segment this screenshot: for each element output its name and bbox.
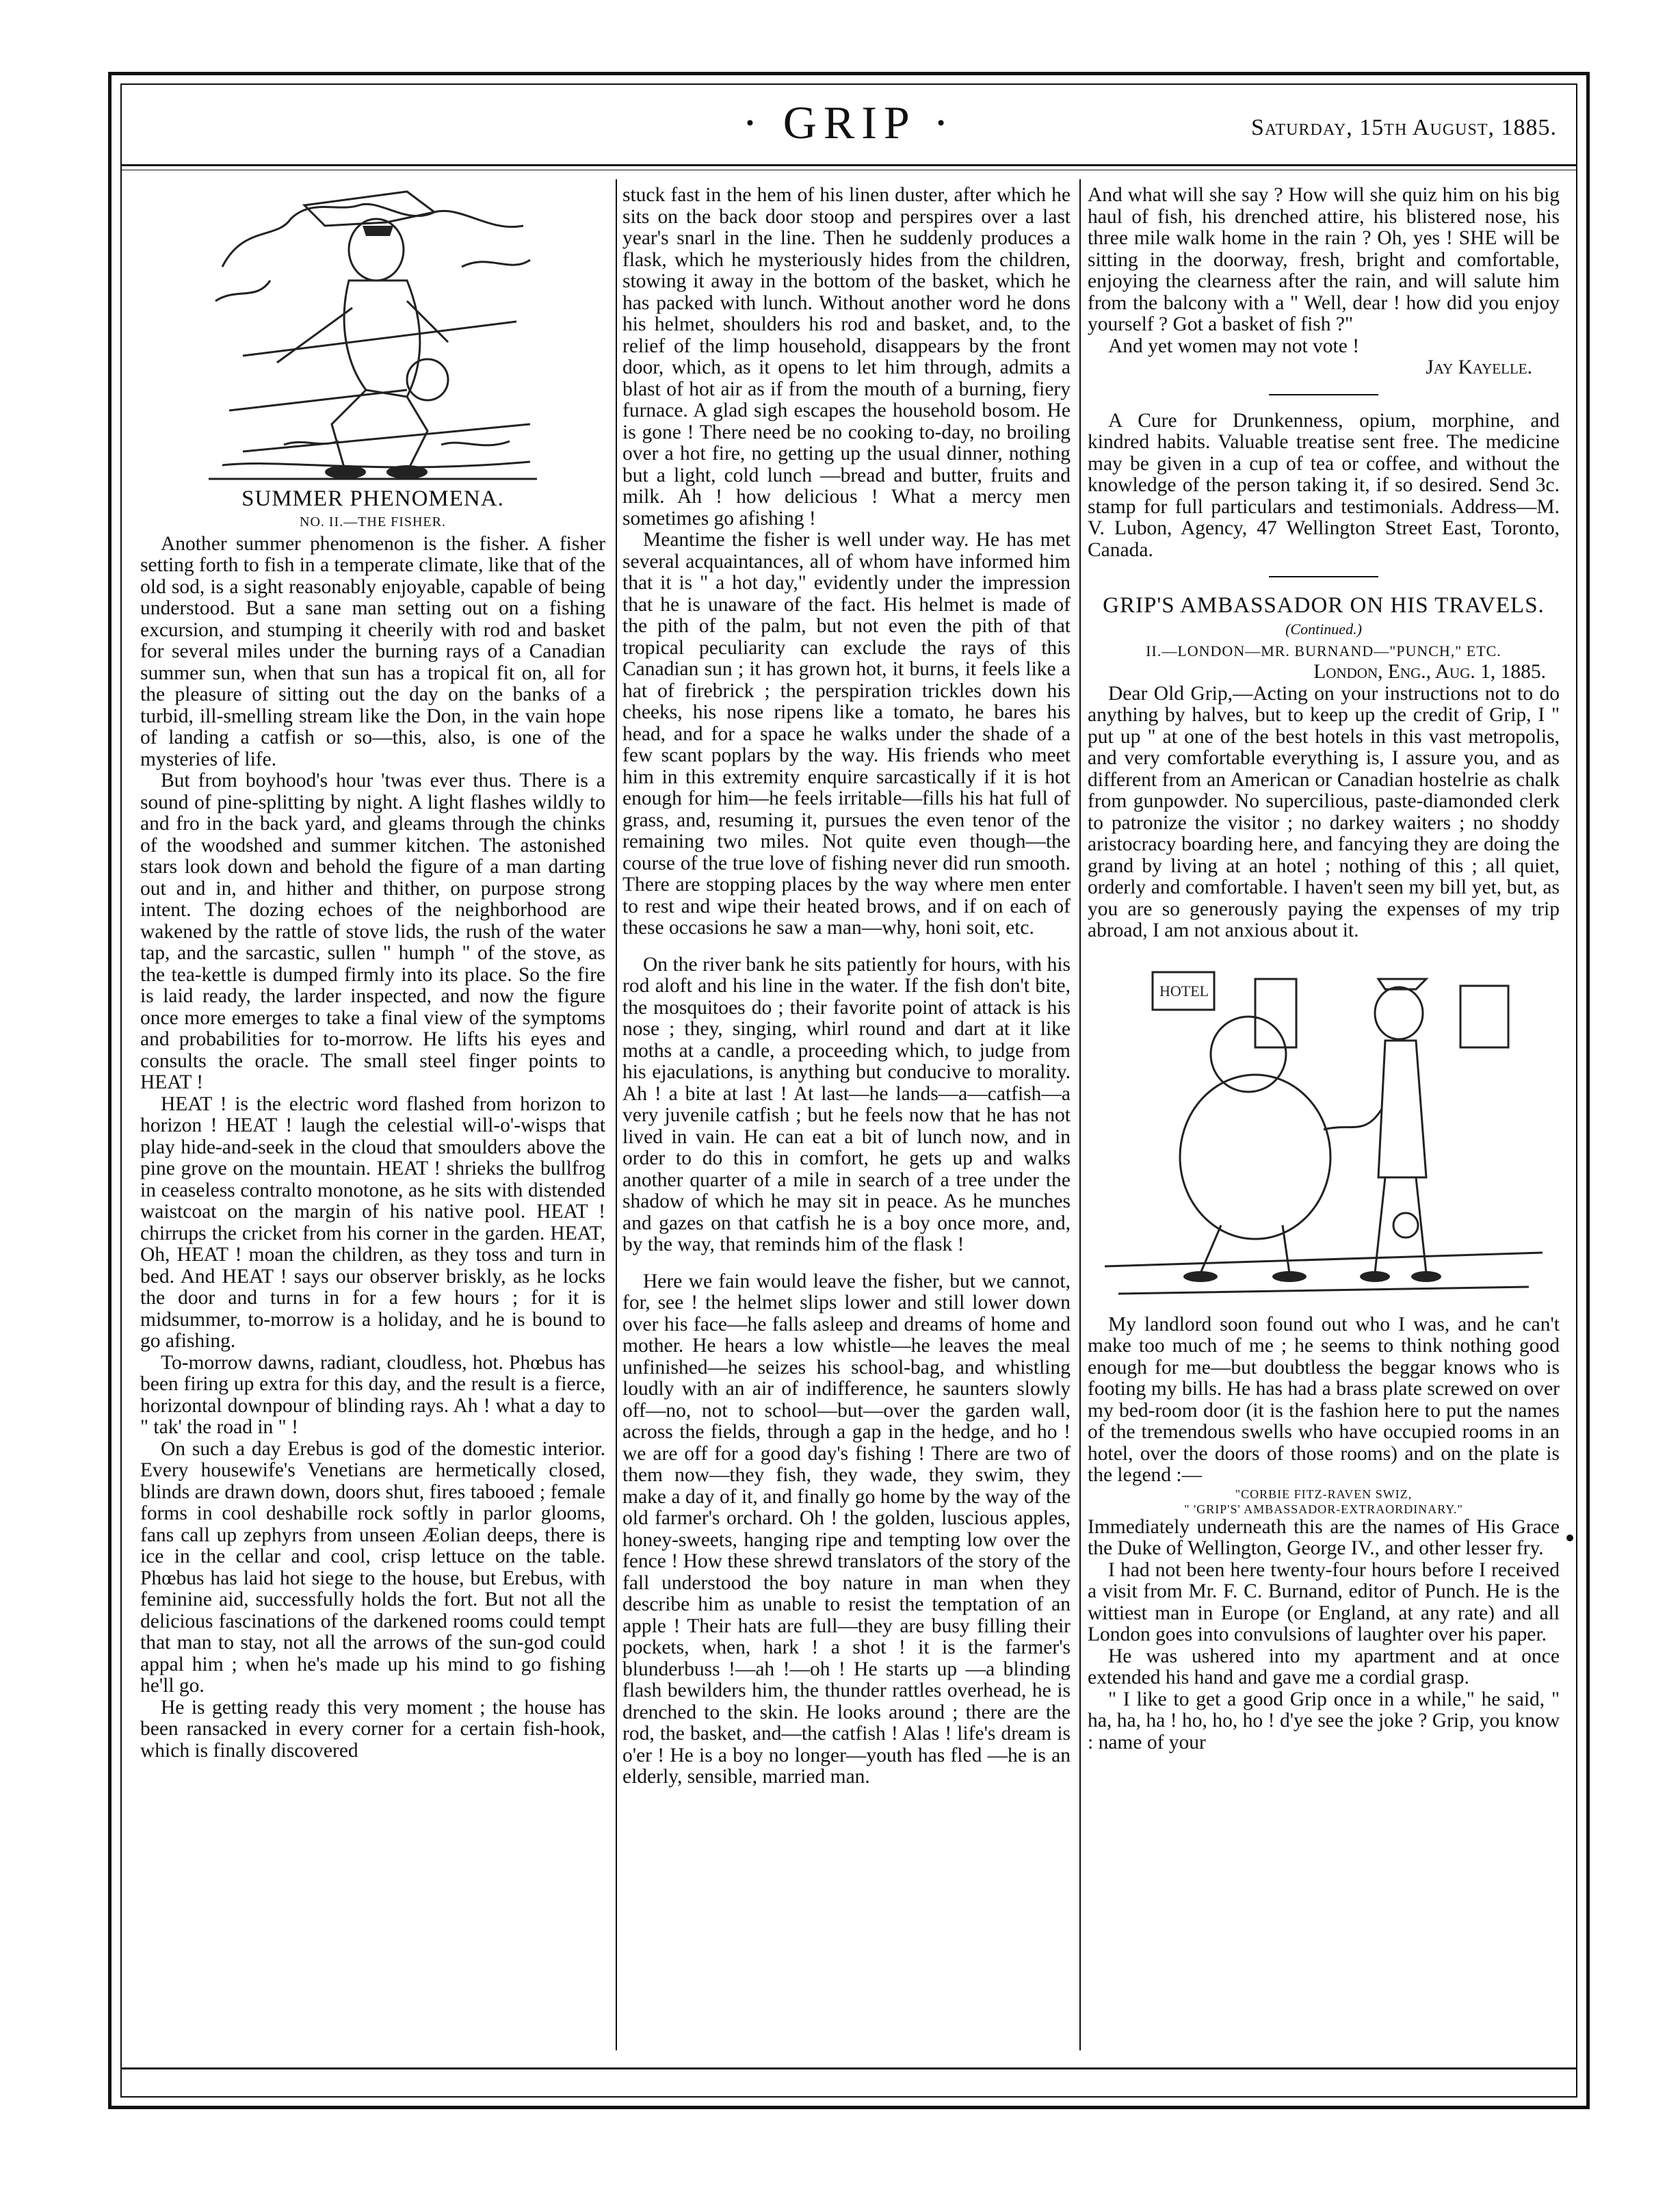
masthead (120, 96, 1577, 164)
paragraph: On the river bank he sits patiently for hours, with his rod aloft and his line in the water. If the fish don't bite, the mosquitoes do ; their favorite point of attack is his nose ; they, singing, whirl round and dart at it like moths at a candle, a proceeding which, to judge from his ejaculations, is anything but conducive to morality. Ah ! a bite at last ! At last—he lands—a—catfish—a very juvenile catfish ; but he feels now that he has not lived in vain. He can eat a bit of lunch now, and in order to do this in comfort, he gets up and walks another quarter of a mile in search of a tree under the shadow of which he may sit in peace. As he munches and gazes on that catfish he is a boy once more, and, by the way, that reminds him of the flask ! (622, 953, 1071, 1255)
dateline: London, Eng., Aug. 1, 1885. (1313, 661, 1546, 683)
advertisement: A Cure for Drunkenness, opium, morphine, and kindred habits. Valuable treatise sent free. The medicine may be given in a cup of tea or coffee, and without the knowledge of the person taking it, if so desired. Send 3c. stamp for full particulars and testimonials. Address—M. V. Lubon, Agency, 47 Wellington Street East, Toronto, Canada. (1088, 409, 1560, 561)
section-divider (1269, 394, 1378, 395)
paragraph: Another summer phenomenon is the fisher. A fisher setting forth to fish in a temperate climate, like that of the old sod, is a sight reasonably enjoyable, capable of being understood. But a sane man setting out on a fishing excursion, and stumping it cheerily with rod and basket for several miles under the burning rays of a Canadian summer sun, when that sun has a tropical fit on, all for the pleasure of sitting out the day on the banks of a turbid, ill-smelling stream like the Don, in the vain hope of landing a catfish or so—this, also, is one of the mysteries of life. (140, 532, 605, 770)
paragraph: And yet women may not vote ! (1108, 335, 1360, 357)
issue-date: Saturday, 15th August, 1885. (1250, 115, 1557, 140)
footer-rule (120, 2067, 1577, 2069)
paragraph: Dear Old Grip,—Acting on your instructions not to do anything by halves, but to keep up the credit of Grip, I " put up " at one of the best hotels in this vast metropolis, and very comfortable everything is, I assure you, and as different from an American or Canadian hostelrie as chalk from gunpowder. No supercilious, paste-diamonded clerk to patronize the visitor ; no darkey waiters ; no shoddy aristocracy boarding here, and fancying they are doing the grand by living at an hotel ; nothing of this ; all quiet, orderly and comfortable. I haven't seen my bill yet, but, as you are so generously paying the expenses of my trip abroad, I am not anxious about it. (1088, 682, 1560, 941)
paragraph: " I like to get a good Grip once in a while," he said, " ha, ha, ha ! ho, ho, ho ! d'ye see the joke ? Grip, you know : name of your (1088, 1688, 1560, 1753)
paragraph: Here we fain would leave the fisher, but we cannot, for, see ! the helmet slips lower and still lower down over his face—he falls asleep and dreams of home and mother. He hears a low whistle—he leaves the meal unfinished—he seizes his school-bag, and whistling loudly with an air of indifference, he saunters slowly off—no, not to school—but—over the garden wall, across the fields, through a gap in the hedge, and ho ! we are off for a good day's fishing ! There are two of them now—they fish, they wade, they swim, they make a day of it, and finally go home by the way of the old farmer's orchard. Oh ! the golden, luscious apples, honey-sweets, hanging ripe and tempting low over the fence ! How these shrewd translators of the story of the fall understood the boy nature in man when they describe him as unable to resist the temptation of an apple ! Their hats are full—they are busy filling their pockets, when, hark ! a shot ! it is the farmer's blunderbuss !—ah !—oh ! He starts up —a blinding flash bewilders him, the thunder rattles overhead, he is drenched to the skin. He looks around ; there are the rod, the basket, and—the catfish ! Alas ! life's dream is o'er ! He is a boy no longer—youth has fled —he is an elderly, sensible, married man. (622, 1270, 1071, 1788)
article-subheading: II.—LONDON—MR. BURNAND—"PUNCH," ETC. (1146, 642, 1501, 659)
margin-dot (1566, 1535, 1573, 1541)
fisher-illustration-icon (202, 185, 544, 486)
article-heading: SUMMER PHENOMENA. (241, 486, 504, 511)
column-divider (616, 179, 617, 2050)
paragraph: Immediately underneath this are the names of His Grace the Duke of Wellington, George IV., and other lesser fry. (1088, 1515, 1560, 1559)
column-3 (1088, 185, 1560, 2063)
continued-note: (Continued.) (1285, 621, 1362, 638)
plate-legend-line: "CORBIE FITZ-RAVEN SWIZ, (1235, 1487, 1413, 1501)
paragraph: HEAT ! is the electric word flashed from horizon to horizon ! HEAT ! laugh the celestial will-o'-wisps that play hide-and-seek in the cloud that smoulders above the pine grove on the mountain. HEAT ! shrieks the bullfrog in ceaseless contralto monotone, as he sits with distended waistcoat on the margin of his native pool. HEAT ! chirrups the cricket from his corner in the garden. HEAT, Oh, HEAT ! moan the children, as they toss and turn in bed. And HEAT ! says our observer briskly, as he locks the door and turns in for a few hours ; for it is midsummer, to-morrow is a holiday, and he is bound to go afishing. (140, 1093, 605, 1352)
paragraph: On such a day Erebus is god of the domestic interior. Every housewife's Venetians are hermetically closed, blinds are drawn down, doors shut, fires tabooed ; female forms in cool deshabille rock softly in parlor glooms, fans call up zephyrs from unseen Æolian deeps, there is ice in the cellar and cool, crisp lettuce on the table. Phœbus has laid hot siege to the house, but Erebus, with feminine aid, successfully holds the fort. But not all the delicious fascinations of the darkened rooms could tempt that man to stay, not all the arrows of the sun-god could appal him ; when he's made up his mind to go fishing he'll go. (140, 1437, 605, 1697)
paragraph: He was ushered into my apartment and at once extended his hand and gave me a cordial grasp. (1088, 1645, 1560, 1688)
paragraph: I had not been here twenty-four hours before I received a visit from Mr. F. C. Burnand, editor of Punch. He is the wittiest man in Europe (or England, at any rate) and all London goes into convulsions of laughter over his paper. (1088, 1558, 1560, 1645)
section-divider (1269, 576, 1378, 577)
article-heading: GRIP'S AMBASSADOR ON HIS TRAVELS. (1103, 593, 1545, 618)
hotel-sign-text: HOTEL (1159, 982, 1209, 1000)
paragraph: To-morrow dawns, radiant, cloudless, hot. Phœbus has been firing up extra for this day, and the result is a fierce, horizontal downpour of blinding rays. Ah ! what a day to " tak' the road in " ! (140, 1351, 605, 1438)
newspaper-title: · GRIP · (742, 96, 956, 148)
column-2 (622, 185, 1071, 2063)
plate-legend-line: " 'GRIP'S' AMBASSADOR-EXTRAORDINARY." (1184, 1502, 1463, 1516)
handshake-illustration-icon (1105, 952, 1543, 1307)
paragraph: He is getting ready this very moment ; the house has been ransacked in every corner for a certain fish-hook, which is finally discovered (140, 1696, 605, 1762)
article-subheading: NO. II.—THE FISHER. (300, 514, 446, 530)
column-divider (1079, 179, 1081, 2050)
paragraph: My landlord soon found out who I was, and he can't make too much of me ; he seems to think nothing good enough for me—but doubtless the beggar knows who is footing my bills. He has had a brass plate screwed on over my bed-room door (it is the fashion here to put the names of the tremendous swells who have occupied rooms in an hotel, over the doors of those rooms) and on the plate is the legend :— (1088, 1313, 1560, 1486)
author-signature: Jay Kayelle. (1426, 356, 1532, 378)
paragraph: But from boyhood's hour 'twas ever thus. There is a sound of pine-splitting by night. A light flashes wildly to and fro in the back yard, and gleams through the chinks of the woodshed and summer kitchen. The astonished stars look down and behold the figure of a man darting out and in, and hither and thither, on purpose strong intent. The dozing echoes of the neighborhood are wakened by the rattle of stove lids, the rush of the water tap, and the sarcastic, sullen " humph " of the stove, as the tea-kettle is dumped firmly into its place. So the fire is laid ready, the larder inspected, and now the figure once more emerges to take a final view of the symptoms and probabilities for to-morrow. He lifts his eyes and consults the oracle. The small steel finger points to HEAT ! (140, 770, 605, 1093)
paragraph: And what will she say ? How will she quiz him on his big haul of fish, his drenched attire, his blistered nose, his three mile walk home in the rain ? Oh, yes ! SHE will be sitting in the doorway, fresh, bright and comfortable, enjoying the clearness after the rain, and will salute him from the balcony with a " Well, dear ! how did you enjoy yourself ? Got a basket of fish ?" (1088, 185, 1560, 335)
paragraph: Meantime the fisher is well under way. He has met several acquaintances, all of whom have informed him that it is " a hot day," evidently under the impression that he is unaware of the fact. His helmet is made of the pith of the palm, but not even the pith of that tropical peculiarity can exclude the rays of this Canadian sun ; it has grown hot, it burns, it feels like a hat of firebrick ; the perspiration trickles down his cheeks, his nose ripens like a tomato, he bares his head, and for a space he walks under the shade of a few scant poplars by the way. His friends who meet him in this extremity enquire sarcastically if it is hot enough for him—he feels irritable—fills his hat full of grass, and, resuming it, pursues the even tenor of the remaining two miles. Not quite even though—the course of the true love of fishing never did run smooth. There are stopping places by the way where men enter to rest and wipe their heated brows, and if on each of these occasions he saw a man—why, honi soit, etc. (622, 529, 1071, 939)
header-rule (120, 164, 1577, 166)
paragraph: stuck fast in the hem of his linen duster, after which he sits on the back door stoop and perspires over a last year's snarl in the line. Then he suddenly produces a flask, which he mysteriously hides from the children, stowing it away in the bottom of the basket, which he has packed with lunch. Without another word he dons his helmet, shoulders his rod and basket, and, to the relief of the limp household, disappears by the front door, which, as it opens to let him through, admits a blast of hot air as if from the mouth of a burning, fiery furnace. A glad sigh escapes the household bosom. He is gone ! There need be no cooking to-day, no broiling over a hot fire, no getting up the usual dinner, nothing but a light, cold lunch —bread and butter, fruits and milk. Ah ! how delicious ! What a mercy men sometimes go afishing ! (622, 185, 1071, 530)
column-1 (140, 185, 605, 2063)
